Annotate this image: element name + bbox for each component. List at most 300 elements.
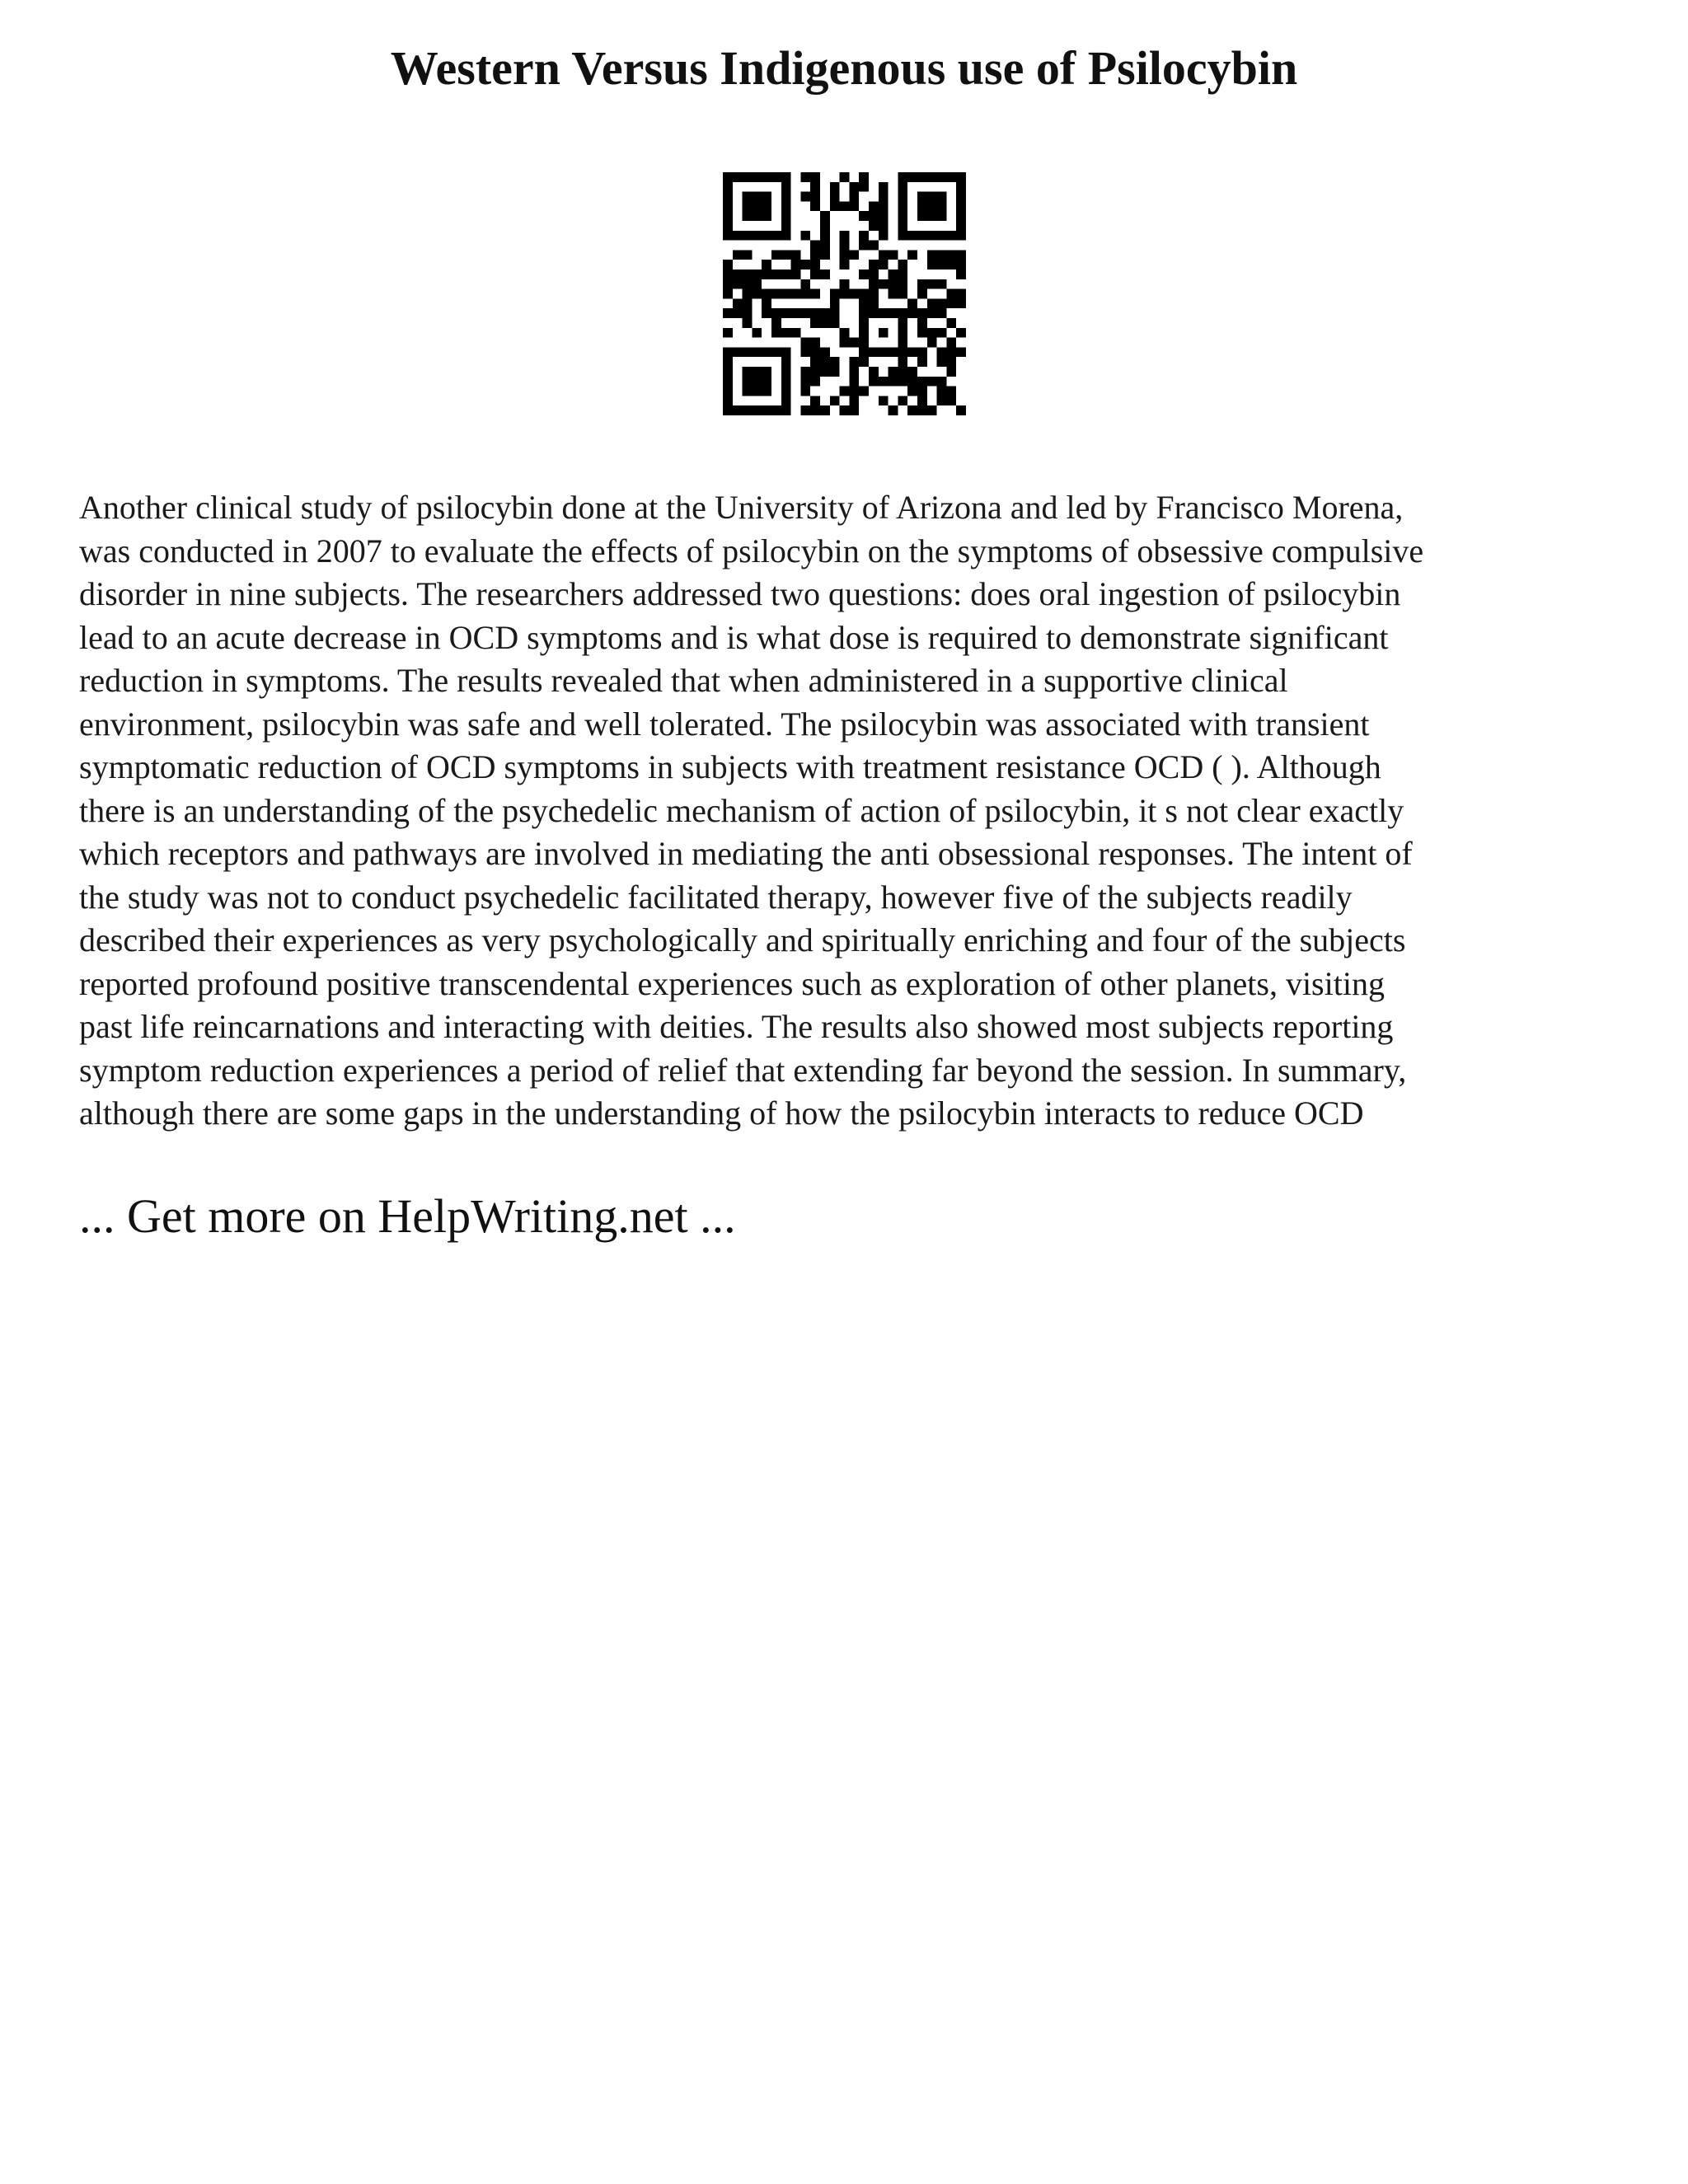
qr-module — [946, 347, 956, 357]
qr-module — [723, 367, 733, 377]
qr-module — [810, 367, 820, 377]
qr-module — [859, 231, 869, 241]
body-line: symptom reduction experiences a period of relief that extending far beyond the session. In summary, — [79, 1051, 1407, 1089]
qr-module — [927, 201, 937, 211]
qr-module — [810, 260, 820, 269]
qr-module — [937, 377, 947, 387]
qr-module — [879, 396, 889, 405]
qr-module — [733, 172, 743, 182]
qr-module — [791, 250, 801, 260]
qr-module — [752, 387, 762, 396]
body-line: disorder in nine subjects. The researchers addressed two questions: does oral ingestion of psilocybin — [79, 575, 1401, 612]
body-line: symptomatic reduction of OCD symptoms in subjects with treatment resistance OCD ( ). Although — [79, 748, 1381, 785]
qr-module — [946, 387, 956, 396]
qr-module — [781, 221, 791, 231]
qr-module — [946, 250, 956, 260]
qr-module — [917, 279, 927, 289]
qr-module — [956, 260, 966, 269]
qr-module — [898, 318, 907, 328]
qr-module — [937, 357, 947, 367]
qr-module — [723, 201, 733, 211]
qr-module — [927, 298, 937, 308]
qr-module — [859, 338, 869, 348]
qr-module — [869, 269, 879, 279]
qr-module — [859, 347, 869, 357]
qr-module — [859, 269, 869, 279]
qr-module — [752, 405, 762, 415]
qr-module — [762, 308, 771, 318]
qr-module — [907, 405, 917, 415]
qr-module — [733, 405, 743, 415]
qr-module — [946, 396, 956, 405]
qr-module — [820, 318, 830, 328]
qr-module — [879, 211, 889, 221]
qr-module — [781, 328, 791, 338]
qr-module — [733, 347, 743, 357]
qr-module — [743, 201, 753, 211]
qr-module — [849, 250, 859, 260]
qr-module — [830, 289, 840, 299]
qr-module — [956, 211, 966, 221]
qr-module — [743, 298, 753, 308]
qr-module — [800, 231, 810, 241]
qr-module — [800, 405, 810, 415]
qr-module — [830, 318, 840, 328]
qr-module — [937, 328, 947, 338]
qr-module — [723, 387, 733, 396]
qr-module — [907, 172, 917, 182]
qr-module — [752, 231, 762, 241]
qr-module — [771, 231, 781, 241]
qr-module — [946, 289, 956, 299]
qr-module — [849, 387, 859, 396]
qr-module — [956, 250, 966, 260]
qr-module — [937, 298, 947, 308]
qr-module — [898, 338, 907, 348]
qr-module — [956, 405, 966, 415]
qr-module — [800, 387, 810, 396]
qr-module — [840, 405, 850, 415]
qr-module — [800, 289, 810, 299]
qr-module — [830, 308, 840, 318]
qr-module — [743, 289, 753, 299]
qr-module — [946, 298, 956, 308]
qr-module — [723, 308, 733, 318]
qr-module — [800, 338, 810, 348]
qr-module — [937, 192, 947, 202]
qr-module — [956, 192, 966, 202]
qr-module — [723, 405, 733, 415]
qr-module — [879, 250, 889, 260]
qr-module — [820, 357, 830, 367]
qr-module — [762, 192, 771, 202]
qr-module — [927, 405, 937, 415]
qr-module — [859, 298, 869, 308]
qr-module — [859, 289, 869, 299]
qr-module — [743, 377, 753, 387]
qr-module — [889, 405, 898, 415]
qr-module — [946, 318, 956, 328]
qr-module — [946, 260, 956, 269]
qr-module — [956, 172, 966, 182]
qr-module — [879, 231, 889, 241]
qr-module — [917, 387, 927, 396]
qr-module — [743, 211, 753, 221]
qr-module — [830, 192, 840, 202]
qr-module — [743, 387, 753, 396]
qr-module — [752, 377, 762, 387]
qr-module — [781, 192, 791, 202]
qr-module — [723, 211, 733, 221]
qr-module — [810, 318, 820, 328]
qr-module — [869, 308, 879, 318]
body-line: Another clinical study of psilocybin done at the University of Arizona and led by Francisco Morena, — [79, 489, 1404, 526]
qr-module — [781, 211, 791, 221]
qr-module — [879, 377, 889, 387]
qr-module — [869, 201, 879, 211]
qr-module — [859, 357, 869, 367]
qr-module — [810, 405, 820, 415]
get-more-link[interactable]: ... Get more on HelpWriting.net ... — [79, 1189, 736, 1243]
qr-module — [810, 308, 820, 318]
qr-module — [762, 172, 771, 182]
qr-module — [869, 221, 879, 231]
qr-module — [917, 357, 927, 367]
qr-module — [723, 192, 733, 202]
qr-module — [771, 308, 781, 318]
qr-module — [898, 289, 907, 299]
qr-module — [917, 231, 927, 241]
qr-module — [849, 367, 859, 377]
qr-module — [762, 201, 771, 211]
qr-module — [810, 338, 820, 348]
qr-module — [917, 289, 927, 299]
qr-module — [898, 192, 907, 202]
qr-module — [898, 377, 907, 387]
qr-module — [889, 377, 898, 387]
qr-module — [810, 396, 820, 405]
qr-module — [917, 201, 927, 211]
qr-module — [762, 387, 771, 396]
qr-module — [889, 250, 898, 260]
qr-module — [733, 298, 743, 308]
qr-module — [937, 211, 947, 221]
qr-module — [752, 172, 762, 182]
qr-module — [810, 347, 820, 357]
qr-module — [771, 347, 781, 357]
qr-module — [946, 231, 956, 241]
qr-code-graphic — [723, 172, 966, 415]
qr-module — [898, 347, 907, 357]
qr-module — [810, 357, 820, 367]
qr-module — [907, 231, 917, 241]
qr-module — [956, 182, 966, 192]
qr-module — [927, 192, 937, 202]
qr-module — [781, 269, 791, 279]
qr-module — [869, 298, 879, 308]
qr-module — [723, 289, 733, 299]
qr-module — [733, 279, 743, 289]
qr-module — [781, 347, 791, 357]
qr-module — [723, 221, 733, 231]
qr-module — [733, 269, 743, 279]
qr-module — [762, 298, 771, 308]
qr-module — [889, 367, 898, 377]
qr-module — [927, 308, 937, 318]
qr-module — [762, 405, 771, 415]
qr-module — [733, 308, 743, 318]
qr-module — [879, 347, 889, 357]
qr-module — [830, 367, 840, 377]
qr-module — [956, 298, 966, 308]
body-line: was conducted in 2007 to evaluate the effects of psilocybin on the symptoms of obsessive compulsive — [79, 532, 1424, 569]
qr-module — [869, 347, 879, 357]
qr-module — [907, 250, 917, 260]
qr-module — [781, 172, 791, 182]
qr-module — [771, 328, 781, 338]
qr-module — [743, 279, 753, 289]
qr-module — [907, 347, 917, 357]
qr-module — [762, 260, 771, 269]
qr-module — [927, 231, 937, 241]
qr-module — [820, 347, 830, 357]
qr-module — [791, 328, 801, 338]
qr-module — [907, 387, 917, 396]
qr-module — [898, 308, 907, 318]
qr-module — [937, 279, 947, 289]
qr-module — [907, 308, 917, 318]
qr-module — [810, 201, 820, 211]
qr-module — [733, 231, 743, 241]
qr-module — [800, 172, 810, 182]
qr-module — [937, 347, 947, 357]
qr-module — [743, 269, 753, 279]
qr-module — [869, 279, 879, 289]
qr-module — [800, 308, 810, 318]
qr-module — [946, 357, 956, 367]
document-title: Western Versus Indigenous use of Psilocybin — [390, 41, 1298, 95]
qr-module — [946, 338, 956, 348]
qr-module — [917, 396, 927, 405]
qr-module — [743, 172, 753, 182]
qr-module — [840, 279, 850, 289]
qr-module — [927, 211, 937, 221]
body-line: reported profound positive transcendental experiences such as exploration of other planets, visiting — [79, 964, 1385, 1002]
qr-module — [771, 250, 781, 260]
qr-module — [723, 396, 733, 405]
qr-module — [830, 182, 840, 192]
qr-module — [917, 172, 927, 182]
qr-module — [946, 367, 956, 377]
qr-module — [781, 182, 791, 192]
qr-module — [781, 289, 791, 299]
qr-module — [956, 289, 966, 299]
qr-module — [820, 308, 830, 318]
qr-module — [849, 182, 859, 192]
qr-module — [869, 211, 879, 221]
qr-module — [927, 250, 937, 260]
qr-module — [762, 231, 771, 241]
qr-module — [743, 318, 753, 328]
qr-module — [898, 201, 907, 211]
qr-module — [781, 250, 791, 260]
qr-module — [752, 211, 762, 221]
qr-module — [859, 211, 869, 221]
qr-module — [859, 387, 869, 396]
qr-module — [849, 357, 859, 367]
qr-module — [937, 260, 947, 269]
qr-module — [898, 182, 907, 192]
qr-module — [859, 182, 869, 192]
qr-module — [762, 377, 771, 387]
qr-code-icon[interactable] — [723, 172, 966, 415]
qr-module — [840, 172, 850, 182]
body-line: the study was not to conduct psychedelic facilitated therapy, however five of the subjects readily — [79, 878, 1353, 916]
qr-module — [879, 192, 889, 202]
qr-module — [889, 347, 898, 357]
qr-module — [743, 250, 753, 260]
qr-module — [781, 357, 791, 367]
qr-module — [879, 221, 889, 231]
qr-module — [771, 318, 781, 328]
qr-module — [810, 172, 820, 182]
qr-module — [840, 328, 850, 338]
qr-module — [800, 377, 810, 387]
qr-module — [820, 405, 830, 415]
qr-module — [898, 221, 907, 231]
qr-module — [927, 260, 937, 269]
qr-module — [743, 405, 753, 415]
qr-module — [898, 211, 907, 221]
body-line: described their experiences as very psychologically and spiritually enriching and four of the subjects — [79, 921, 1406, 958]
qr-module — [791, 269, 801, 279]
qr-module — [791, 260, 801, 269]
body-line: which receptors and pathways are involved in mediating the anti obsessional responses. The intent of — [79, 835, 1413, 872]
qr-module — [752, 289, 762, 299]
qr-module — [898, 396, 907, 405]
qr-module — [907, 377, 917, 387]
qr-module — [956, 328, 966, 338]
qr-module — [956, 201, 966, 211]
qr-module — [810, 269, 820, 279]
qr-module — [849, 377, 859, 387]
qr-module — [879, 201, 889, 211]
qr-module — [879, 308, 889, 318]
qr-module — [752, 347, 762, 357]
qr-module — [752, 192, 762, 202]
qr-module — [898, 328, 907, 338]
qr-module — [937, 172, 947, 182]
qr-module — [956, 231, 966, 241]
body-line: environment, psilocybin was safe and well tolerated. The psilocybin was associated with transient — [79, 705, 1370, 743]
qr-module — [927, 338, 937, 348]
qr-module — [781, 367, 791, 377]
qr-module — [723, 347, 733, 357]
qr-module — [927, 328, 937, 338]
qr-module — [762, 347, 771, 357]
qr-module — [810, 377, 820, 387]
qr-module — [937, 201, 947, 211]
body-line: past life reincarnations and interacting with deities. The results also showed most subjects reporting — [79, 1008, 1394, 1045]
qr-module — [743, 367, 753, 377]
qr-module — [781, 377, 791, 387]
qr-module — [840, 231, 850, 241]
qr-module — [907, 367, 917, 377]
qr-module — [723, 328, 733, 338]
qr-module — [840, 289, 850, 299]
qr-module — [898, 231, 907, 241]
qr-module — [733, 250, 743, 260]
qr-module — [869, 377, 879, 387]
qr-module — [849, 201, 859, 211]
qr-module — [898, 260, 907, 269]
qr-module — [907, 298, 917, 308]
qr-module — [927, 172, 937, 182]
qr-module — [743, 347, 753, 357]
qr-module — [771, 269, 781, 279]
qr-module — [859, 328, 869, 338]
qr-module — [781, 405, 791, 415]
qr-module — [917, 347, 927, 357]
qr-module — [820, 250, 830, 260]
qr-module — [762, 289, 771, 299]
qr-module — [781, 201, 791, 211]
qr-module — [800, 347, 810, 357]
qr-module — [879, 279, 889, 289]
qr-module — [840, 201, 850, 211]
qr-module — [927, 279, 937, 289]
qr-module — [917, 211, 927, 221]
qr-module — [771, 289, 781, 299]
qr-module — [879, 260, 889, 269]
qr-module — [743, 231, 753, 241]
qr-module — [830, 396, 840, 405]
qr-module — [820, 231, 830, 241]
qr-module — [937, 250, 947, 260]
body-line: there is an understanding of the psychedelic mechanism of action of psilocybin, it s not clear exactly — [79, 791, 1404, 829]
qr-module — [810, 241, 820, 251]
body-paragraph — [79, 486, 1645, 1136]
body-line: although there are some gaps in the understanding of how the psilocybin interacts to reduce OCD — [79, 1094, 1364, 1132]
qr-module — [800, 367, 810, 377]
qr-module — [752, 328, 762, 338]
qr-module — [889, 269, 898, 279]
qr-module — [810, 192, 820, 202]
qr-module — [810, 250, 820, 260]
qr-module — [800, 260, 810, 269]
qr-module — [898, 279, 907, 289]
qr-module — [917, 377, 927, 387]
qr-module — [879, 182, 889, 192]
qr-module — [937, 387, 947, 396]
qr-module — [889, 289, 898, 299]
qr-module — [723, 172, 733, 182]
qr-module — [859, 241, 869, 251]
qr-module — [820, 269, 830, 279]
qr-module — [800, 279, 810, 289]
qr-module — [898, 172, 907, 182]
qr-module — [800, 192, 810, 202]
qr-module — [781, 308, 791, 318]
qr-module — [820, 221, 830, 231]
qr-module — [723, 231, 733, 241]
qr-module — [869, 367, 879, 377]
qr-module — [917, 318, 927, 328]
qr-module — [820, 241, 830, 251]
qr-module — [830, 298, 840, 308]
qr-module — [898, 367, 907, 377]
qr-module — [752, 279, 762, 289]
